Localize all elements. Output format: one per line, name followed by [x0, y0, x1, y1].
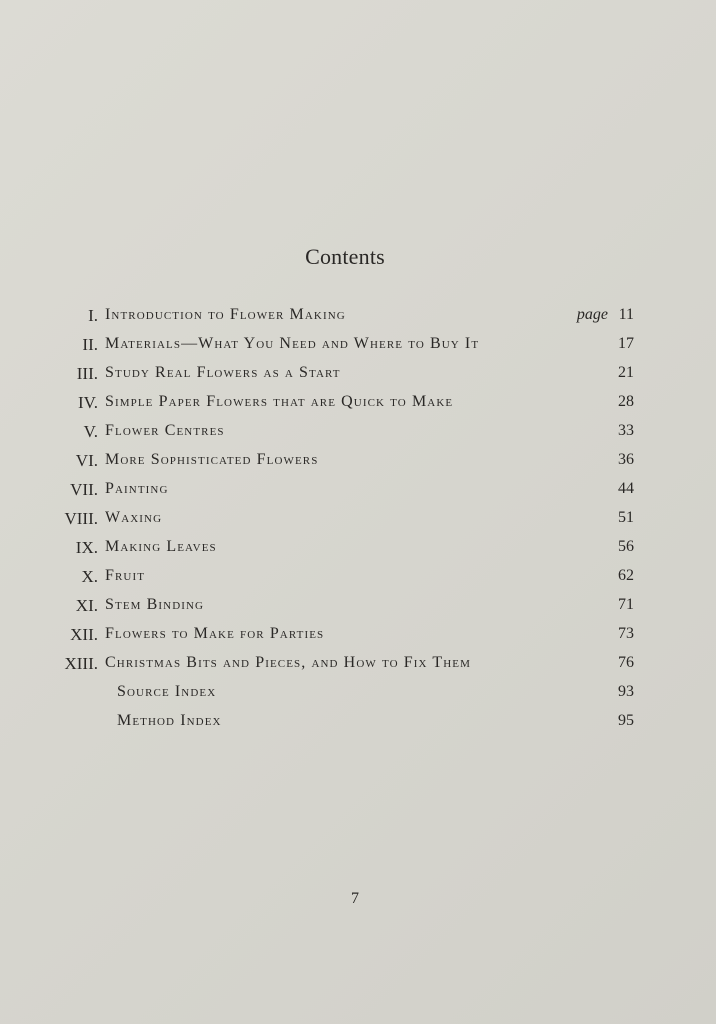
chapter-page-number: 44 — [618, 480, 634, 497]
chapter-title: Flowers to Make for Parties — [105, 625, 325, 642]
index-title: Method Index — [117, 712, 222, 729]
chapter-title: Waxing — [105, 509, 163, 526]
chapter-page-number: 17 — [618, 335, 634, 352]
chapter-title: Introduction to Flower Making — [105, 306, 346, 323]
chapter-numeral: V. — [83, 422, 98, 441]
chapter-title: Study Real Flowers as a Start — [105, 364, 341, 381]
chapter-page-number: 28 — [618, 393, 634, 410]
chapter-page-number: 76 — [618, 654, 634, 671]
chapter-page-number: 73 — [618, 625, 634, 642]
chapter-page-number: 62 — [618, 567, 634, 584]
toc-entry-2 — [0, 335, 716, 363]
chapter-page-number: 21 — [618, 364, 634, 381]
chapter-title: More Sophisticated Flowers — [105, 451, 319, 468]
chapter-numeral: IV. — [78, 393, 98, 412]
toc-entry-1 — [0, 306, 716, 334]
chapter-title: Christmas Bits and Pieces, and How to Fix Them — [105, 654, 471, 671]
chapter-numeral: VII. — [70, 480, 98, 499]
page-prefix: page — [576, 306, 608, 323]
chapter-title: Stem Binding — [105, 596, 205, 613]
chapter-page-number: 36 — [618, 451, 634, 468]
chapter-numeral: X. — [81, 567, 98, 586]
toc-entry-source-index — [0, 683, 716, 711]
index-page-number: 93 — [618, 683, 634, 700]
chapter-page-number: 51 — [618, 509, 634, 526]
chapter-numeral: I. — [88, 306, 98, 325]
chapter-numeral: III. — [76, 364, 98, 383]
chapter-title: Making Leaves — [105, 538, 217, 555]
toc-entry-11 — [0, 596, 716, 624]
index-page-number: 95 — [618, 712, 634, 729]
toc-entry-method-index — [0, 712, 716, 740]
toc-entry-8 — [0, 509, 716, 537]
chapter-title: Materials—What You Need and Where to Buy It — [105, 335, 480, 352]
chapter-page-number: 11 — [618, 306, 634, 323]
chapter-title: Simple Paper Flowers that are Quick to Make — [105, 393, 454, 410]
table-of-contents — [0, 306, 716, 736]
toc-entry-12 — [0, 625, 716, 653]
chapter-title: Fruit — [105, 567, 146, 584]
chapter-page-number: 33 — [618, 422, 634, 439]
index-title: Source Index — [117, 683, 217, 700]
toc-entry-7 — [0, 480, 716, 508]
chapter-numeral: XII. — [70, 625, 98, 644]
chapter-numeral: II. — [82, 335, 98, 354]
toc-entry-3 — [0, 364, 716, 392]
page-folio-number: 7 — [351, 890, 359, 907]
chapter-numeral: VI. — [75, 451, 98, 470]
chapter-numeral: VIII. — [64, 509, 98, 528]
toc-entry-6 — [0, 451, 716, 479]
chapter-title: Flower Centres — [105, 422, 225, 439]
toc-entry-10 — [0, 567, 716, 595]
chapter-numeral: XI. — [75, 596, 98, 615]
chapter-title: Painting — [105, 480, 169, 497]
chapter-numeral: IX. — [75, 538, 98, 557]
toc-entry-5 — [0, 422, 716, 450]
toc-entry-13 — [0, 654, 716, 682]
chapter-page-number: 71 — [618, 596, 634, 613]
chapter-page-number: 56 — [618, 538, 634, 555]
toc-entry-9 — [0, 538, 716, 566]
toc-entry-4 — [0, 393, 716, 421]
contents-heading: Contents — [305, 244, 385, 269]
chapter-numeral: XIII. — [64, 654, 98, 673]
